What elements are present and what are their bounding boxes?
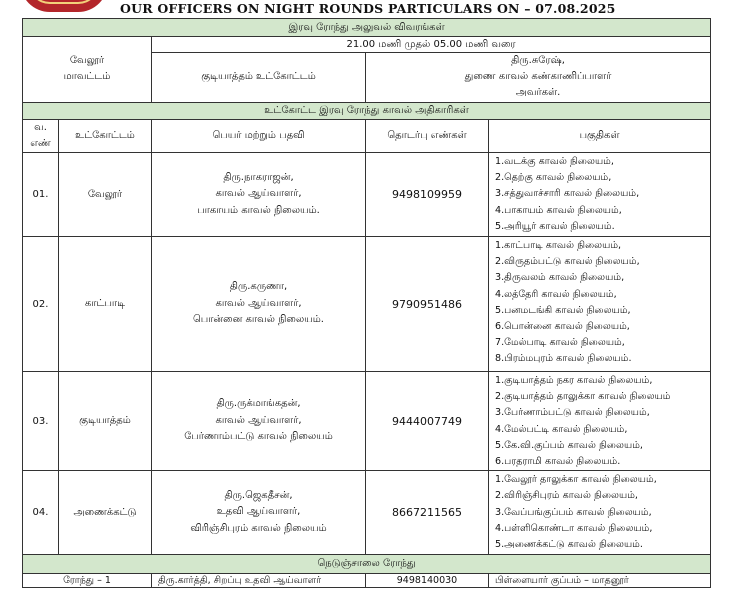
row-areas bbox=[489, 237, 711, 372]
area-item: 2.குடியாத்தம் தாலுக்கா காவல் நிலையம் bbox=[495, 391, 671, 403]
row-phone: 9790951486 bbox=[366, 237, 489, 372]
area-item: 5.அரியூர் காவல் நிலையம். bbox=[495, 220, 615, 232]
area-item: 5.அணைக்கட்டு காவல் நிலையம். bbox=[495, 539, 643, 551]
col-areas-header: பகுதிகள் bbox=[489, 119, 711, 152]
row-subdivision: வேலூர் bbox=[59, 153, 152, 237]
area-item: 1.காட்பாடி காவல் நிலையம், bbox=[495, 240, 622, 252]
officer-line: பேர்ணாம்பட்டு காவல் நிலையம் bbox=[184, 431, 333, 443]
area-item: 1.குடியாத்தம் நகர காவல் நிலையம், bbox=[495, 375, 653, 387]
table-row bbox=[23, 574, 711, 588]
officer-line: திரு.நாகராஜன், bbox=[223, 171, 294, 183]
subdivision-name: குடியாத்தம் உட்கோட்டம் bbox=[152, 53, 366, 103]
officer-line: பாகாயம் காவல் நிலையம். bbox=[197, 204, 320, 216]
col-subdivision-header: உட்கோட்டம் bbox=[59, 119, 152, 152]
row-phone: 8667211565 bbox=[366, 471, 489, 555]
area-item: 6.பொன்னை காவல் நிலையம், bbox=[495, 321, 630, 333]
police-emblem-logo bbox=[20, 0, 108, 12]
row-officer bbox=[152, 471, 366, 555]
officer-line: காவல் ஆய்வாளர், bbox=[215, 297, 302, 309]
patrol-number: ரோந்து – 1 bbox=[23, 574, 152, 588]
row-areas bbox=[489, 153, 711, 237]
row-subdivision: குடியாத்தம் bbox=[59, 372, 152, 471]
col-name-header: பெயர் மற்றும் பதவி bbox=[152, 119, 366, 152]
table-row bbox=[23, 372, 711, 471]
area-item: 1.வேலூர் தாலுக்கா காவல் நிலையம், bbox=[495, 474, 657, 486]
row-officer bbox=[152, 372, 366, 471]
area-item: 6.பரதராமி காவல் நிலையம். bbox=[495, 456, 621, 468]
row-serial: 03. bbox=[23, 372, 59, 471]
area-item: 4.பாகாயம் காவல் நிலையம், bbox=[495, 204, 622, 216]
area-item: 4.லத்தேரி காவல் நிலையம், bbox=[495, 288, 617, 300]
area-item: 3.வேப்பங்குப்பம் காவல் நிலையம், bbox=[495, 506, 652, 518]
area-item: 2.தெற்கு காவல் நிலையம், bbox=[495, 172, 612, 184]
night-rounds-table bbox=[22, 18, 711, 588]
officer-line: திரு.கருணா, bbox=[229, 281, 288, 293]
officer-line: உதவி ஆய்வாளர், bbox=[216, 506, 301, 518]
area-item: 7.மேல்பாடி காவல் நிலையம், bbox=[495, 337, 625, 349]
section1-heading: இரவு ரோந்து அலுவல் விவரங்கள் bbox=[23, 19, 711, 37]
table-row bbox=[23, 471, 711, 555]
row-serial: 04. bbox=[23, 471, 59, 555]
row-phone: 9498109959 bbox=[366, 153, 489, 237]
time-range: 21.00 மணி முதல் 05.00 மணி வரை bbox=[152, 37, 711, 53]
area-item: 3.சத்துவாச்சாரி காவல் நிலையம், bbox=[495, 188, 640, 200]
area-item: 4.மேல்பட்டி காவல் நிலையம், bbox=[495, 423, 628, 435]
officer-line: துணை காவல் கண்காணிப்பாளர் bbox=[464, 71, 612, 83]
officer-line: அவர்கள். bbox=[515, 87, 561, 99]
area-item: 4.பள்ளிகொண்டா காவல் நிலையம், bbox=[495, 522, 653, 534]
row-phone: 9444007749 bbox=[366, 372, 489, 471]
area-item: 3.பேர்ணாம்பட்டு காவல் நிலையம், bbox=[495, 407, 650, 419]
col-serial-header bbox=[23, 119, 59, 152]
col-serial-line: வ. bbox=[34, 121, 47, 133]
area-item: 1.வடக்கு காவல் நிலையம், bbox=[495, 156, 614, 168]
patrol-route: பிள்ளையார் குப்பம் – மாதனூர் bbox=[489, 574, 711, 588]
area-item: 2.விருதம்பட்டு காவல் நிலையம், bbox=[495, 256, 640, 268]
area-item: 2.விரிஞ்சிபுரம் காவல் நிலையம், bbox=[495, 490, 638, 502]
table-row bbox=[23, 237, 711, 372]
district-cell bbox=[23, 37, 152, 103]
table-row bbox=[23, 153, 711, 237]
area-item: 3.திருவலம் காவல் நிலையம், bbox=[495, 272, 625, 284]
row-officer bbox=[152, 237, 366, 372]
row-officer bbox=[152, 153, 366, 237]
district-line: மாவட்டம் bbox=[63, 71, 111, 83]
officer-line: திரு.ருக்மாங்கதன், bbox=[216, 398, 301, 410]
col-serial-line: எண் bbox=[30, 137, 51, 149]
officer-line: திரு.சுரேஷ், bbox=[511, 55, 565, 66]
officer-line: பொன்னை காவல் நிலையம். bbox=[192, 314, 324, 326]
row-areas bbox=[489, 372, 711, 471]
officer-line: காவல் ஆய்வாளர், bbox=[215, 188, 302, 200]
row-serial: 01. bbox=[23, 153, 59, 237]
officer-line: திரு.ஜெகதீசன், bbox=[224, 489, 293, 501]
patrol-officer: திரு.கார்த்தி, சிறப்பு உதவி ஆய்வாளர் bbox=[152, 574, 366, 588]
section3-heading: நெடுஞ்சாலை ரோந்து bbox=[23, 555, 711, 574]
patrol-phone: 9498140030 bbox=[366, 574, 489, 588]
officer-line: காவல் ஆய்வாளர், bbox=[215, 414, 302, 426]
page-title: OUR OFFICERS ON NIGHT ROUNDS PARTICULARS ON – 07.08.2025 bbox=[120, 1, 616, 16]
col-contact-header: தொடர்பு எண்கள் bbox=[366, 119, 489, 152]
row-areas bbox=[489, 471, 711, 555]
officer-line: விரிஞ்சிபுரம் காவல் நிலையம் bbox=[190, 522, 327, 534]
row-subdivision: காட்பாடி bbox=[59, 237, 152, 372]
area-item: 8.பிரம்மபுரம் காவல் நிலையம். bbox=[495, 353, 632, 365]
row-serial: 02. bbox=[23, 237, 59, 372]
section2-heading: உட்கோட்ட இரவு ரோந்து காவல் அதிகாரிகள் bbox=[23, 102, 711, 119]
district-line: வேலூர் bbox=[69, 55, 105, 67]
dsp-officer-cell bbox=[366, 53, 711, 103]
area-item: 5.பனமடங்கி காவல் நிலையம், bbox=[495, 304, 631, 316]
row-subdivision: அணைக்கட்டு bbox=[59, 471, 152, 555]
area-item: 5.கே.வி.குப்பம் காவல் நிலையம், bbox=[495, 439, 643, 451]
